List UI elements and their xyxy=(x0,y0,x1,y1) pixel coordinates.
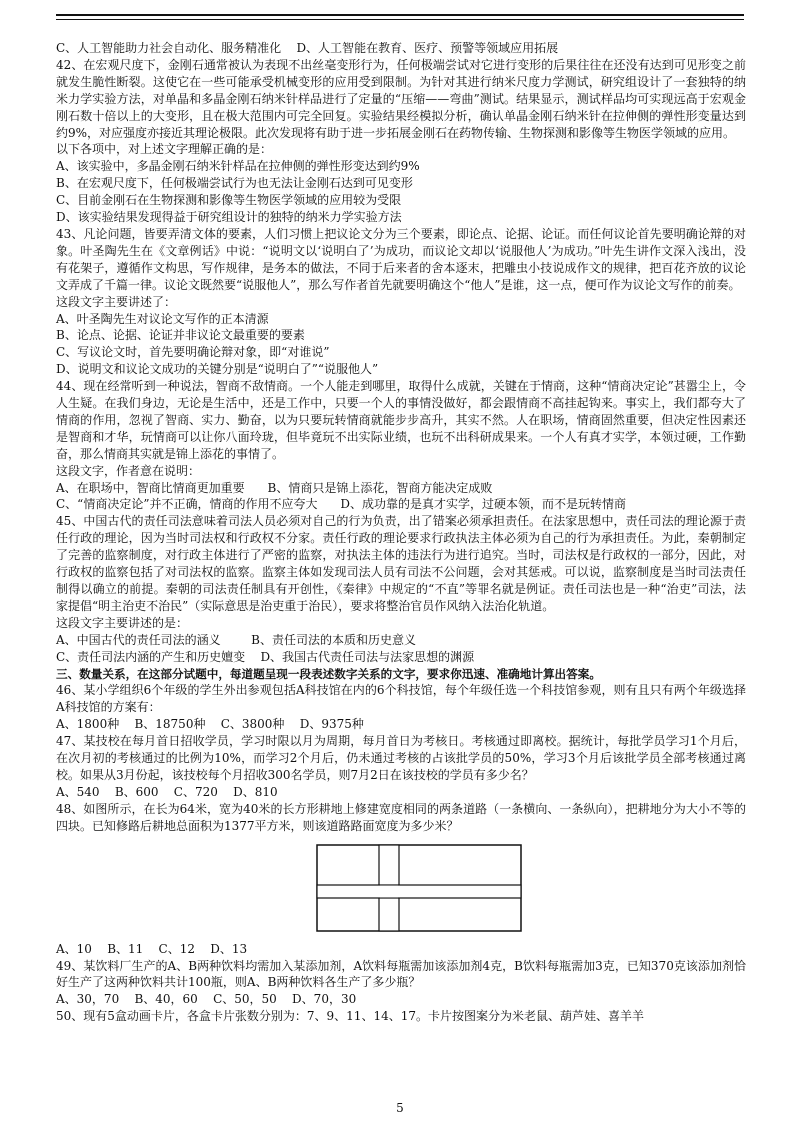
road-intersection xyxy=(380,885,398,897)
page-number: 5 xyxy=(396,1101,404,1115)
question-43: 43、凡论问题，皆要弄清文体的要素，人们习惯上把议论文分为三个要素，即论点、论据、论证。而任何议论首先要明确论辩的对象。叶圣陶先生在《文章例话》中说：“说明文以‘说明白了’为成功，而议论文却以‘说服他人’为成功。”叶先生讲作文深入浅出，没有花架子，遵循作文构思，写作规律，是务本的做法，不同于后来者的舍本逐末，把雕虫小技说成作文的规律，把百花齐放的议论文弄成了千篇一律。议论文既然要“说服他人”，那么写作者首先就要明确这个“他人”是谁，这一点，便可作为议论文写作的前奏。 xyxy=(56,226,746,292)
options-cd: C、责任司法内涵的产生和历史嬗变 D、我国古代责任司法与法家思想的渊源 xyxy=(56,649,475,664)
text-line: 以下各项中，对上述文字理解正确的是： xyxy=(56,142,273,157)
header-rule-thick xyxy=(56,14,744,16)
options-49: A、30，70 B、40，60 C、50，50 D、70，30 xyxy=(56,992,357,1007)
text-line: 这段文字，作者意在说明： xyxy=(56,463,201,478)
option-b: B、论点、论据、论证并非议论文最重要的要素 xyxy=(56,328,305,343)
option-c: C、目前金刚石在生物探测和影像等生物医学领域的应用较为受限 xyxy=(56,193,402,208)
question-49: 49、某饮料厂生产的A、B两种饮料均需加入某添加剂，A饮料每瓶需加该添加剂4克，B饮料每瓶需加3克，已知370克该添加剂恰好生产了这两种饮料共计100瓶，则A、B两种饮料各生产了多少瓶？ xyxy=(56,958,746,990)
option-a: A、该实验中，多晶金刚石纳米针样品在拉伸侧的弹性形变达到约9% xyxy=(56,159,420,174)
section-heading: 三、数量关系，在这部分试题中，每道题呈现一段表述数字关系的文字，要求你迅速、准确地计算出答案。 xyxy=(56,666,601,681)
option-d: D、该实验结果发现得益于研究组设计的独特的纳米力学实验方法 xyxy=(56,210,402,225)
options-47: A、540 B、600 C、720 D、810 xyxy=(56,784,278,799)
options-46: A、1800种 B、18750种 C、3800种 D、9375种 xyxy=(56,717,364,732)
options-ab: A、在职场中，智商比情商更加重要 B、情商只是锦上添花，智商方能决定成败 xyxy=(56,480,493,495)
question-45: 45、中国古代的责任司法意味着司法人员必须对自己的行为负责，出了错案必须承担责任。在法家思想中，责任司法的理论源于责任行政的理论，因为当时司法权和行政权不分家。责任行政的理论要求行政执法主体必须为自己的行为承担责任。为此，秦朝制定了完善的监察制度，对行政主体进行了严密的监察，对执法主体的违法行为进行追究。当时，司法权是行政权的一部分，因此，对行政权的监察包括了对司法权的监察。监察主体如发现司法人员有司法不公问题，会对其惩戒。可以说，监察制度是当时司法责任制得以确立的前提。秦朝的司法责任制具有开创性，《秦律》中规定的“不直”等罪名就是例证。责任司法也是一种“治吏”司法，法家提倡“明主治吏不治民”（实际意思是治吏重于治民），要求将整治官员作风纳入法治化轨道。 xyxy=(56,514,746,613)
option-d: D、说明文和议论文成功的关键分别是“说明白了”“说服他人” xyxy=(56,362,379,377)
question-46: 46、某小学组织6个年级的学生外出参观包括A科技馆在内的6个科技馆，每个年级任选一个科技馆参观，则有且只有两个年级选择A科技馆的方案有： xyxy=(56,683,746,715)
horizontal-road xyxy=(317,885,521,898)
question-47: 47、某技校在每月首日招收学员，学习时限以月为周期，每月首日为考核日。考核通过即离校。据统计，每批学员学习1个月后，在次月初的考核通过的比例为10%，而学习2个月后，仍未通过考核的占该批学员的50%，学习3个月后该批学员全部考核通过离校。如果从3月份起，该技校每个月招收300名学员，则7月2日在该技校的学员有多少名？ xyxy=(56,734,746,782)
option-c: C、写议论文时，首先要明确论辩对象，即“对谁说” xyxy=(56,345,330,360)
question-42: 42、在宏观尺度下，金刚石通常被认为表现不出丝毫变形行为，任何极端尝试对它进行变形的后果往往在还没有达到可见形变之前就发生脆性断裂。这使它在一些可能承受机械变形的应用受到限制。为针对其进行纳米尺度力学测试，研究组设计了一套独特的纳米力学实验方法，对单晶和多晶金刚石纳米针样品进行了定量的“压缩——弯曲”测试。结果显示，测试样品均可实现远高于宏观金刚石数十倍以上的大变形，且在极大范围内可完全回复。实验结果经模拟分析，确认单晶金刚石纳米针在拉伸侧的弹性形变量达到约9%，对应强度亦接近其理论极限。此次发现将有助于进一步拓展金刚石在药物传输、生物探测和影像等生物医学领域的应用。 xyxy=(56,57,746,140)
option-b: B、在宏观尺度下，任何极端尝试行为也无法让金刚石达到可见变形 xyxy=(56,176,413,191)
options-cd: C、“情商决定论”并不正确，情商的作用不应夸大 D、成功靠的是真才实学，过硬本领，而不是玩转情商 xyxy=(56,497,626,512)
diagram-svg xyxy=(56,839,746,935)
text-line: 这段文字主要讲述了： xyxy=(56,294,177,309)
question-48: 48、如图所示，在长为64米，宽为40米的长方形耕地上修建宽度相同的两条道路（一条横向、一条纵向），把耕地分为大小不等的四块。已知修路后耕地总面积为1377平方米，则该道路路面宽度为多少米？ xyxy=(56,801,746,833)
question-44: 44、现在经常听到一种说法，智商不敌情商。一个人能走到哪里，取得什么成就，关键在于情商，这种“情商决定论”甚嚣尘上，令人生疑。在我们身边，无论是生活中，还是工作中，只要一个人的事情没做好，都会跟情商不高挂起钩来。事实上，我们都夸大了情商的作用，忽视了智商、实力、勤奋，以为只要玩转情商就能步步高升，其实不然。人在职场，情商固然重要，但决定性因素还是智商和才华，玩情商可以让你八面玲珑，但毕竟玩不出实际业绩，也玩不出科研成果来。一个人有真才实学，本领过硬，工作勤奋，那么情商其实就是锦上添花的事情了。 xyxy=(56,379,746,461)
text-line: 这段文字主要讲述的是： xyxy=(56,615,189,630)
field-road-diagram xyxy=(56,839,746,935)
question-50: 50、现有5盒动画卡片，各盒卡片张数分别为：7、9、11、14、17。卡片按图案分为米老鼠、葫芦娃、喜羊羊 xyxy=(56,1009,644,1024)
page-content xyxy=(56,40,746,1025)
options-ab: A、中国古代的责任司法的涵义 B、责任司法的本质和历史意义 xyxy=(56,632,417,647)
options-48: A、10 B、11 C、12 D、13 xyxy=(56,941,248,956)
header-rule-thin xyxy=(56,19,744,20)
option-a: A、叶圣陶先生对议论文写作的正本清源 xyxy=(56,311,269,326)
text-line: C、人工智能助力社会自动化、服务精准化 D、人工智能在教育、医疗、预警等领域应用拓展 xyxy=(56,41,559,55)
